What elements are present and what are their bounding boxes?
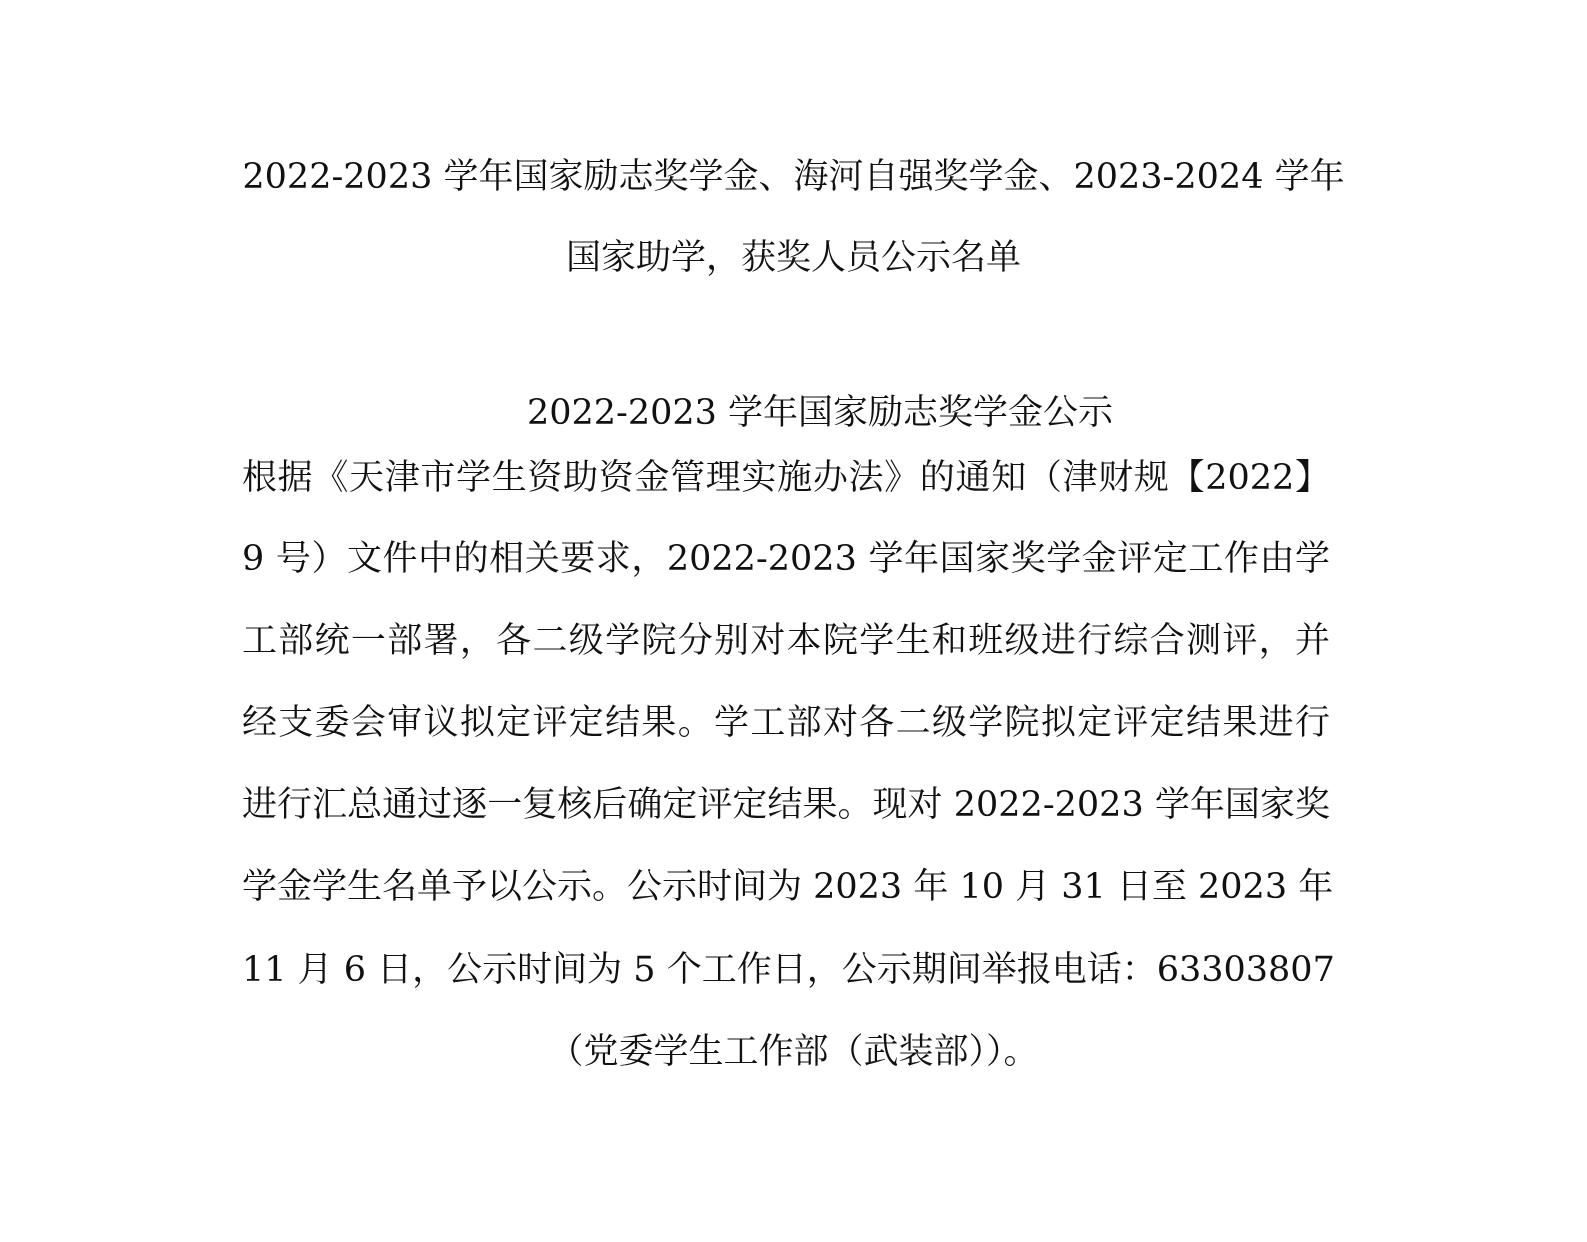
- section-heading: 2022-2023 学年国家励志奖学金公示: [526, 393, 1114, 433]
- body-line-7: 11 月 6 日，公示时间为 5 个工作日，公示期间举报电话：63303807: [242, 950, 1335, 990]
- body-line-8: （党委学生工作部（武装部））。: [548, 1032, 1039, 1072]
- document-title-line-2: 国家助学，获奖人员公示名单: [565, 238, 1021, 278]
- body-line-4: 经支委会审议拟定评定结果。学工部对各二级学院拟定评定结果进行: [242, 703, 1330, 743]
- body-line-1: 根据《天津市学生资助资金管理实施办法》的通知（津财规【2022】: [242, 458, 1330, 498]
- body-line-2: 9 号）文件中的相关要求，2022-2023 学年国家奖学金评定工作由学: [242, 539, 1330, 579]
- body-line-3: 工部统一部署，各二级学院分别对本院学生和班级进行综合测评，并: [242, 621, 1330, 661]
- document-title-line-1: 2022-2023 学年国家励志奖学金、海河自强奖学金、2023-2024 学年: [242, 157, 1345, 197]
- body-line-5: 进行汇总通过逐一复核后确定评定结果。现对 2022-2023 学年国家奖: [242, 785, 1330, 825]
- body-line-6: 学金学生名单予以公示。公示时间为 2023 年 10 月 31 日至 2023 年: [242, 867, 1334, 907]
